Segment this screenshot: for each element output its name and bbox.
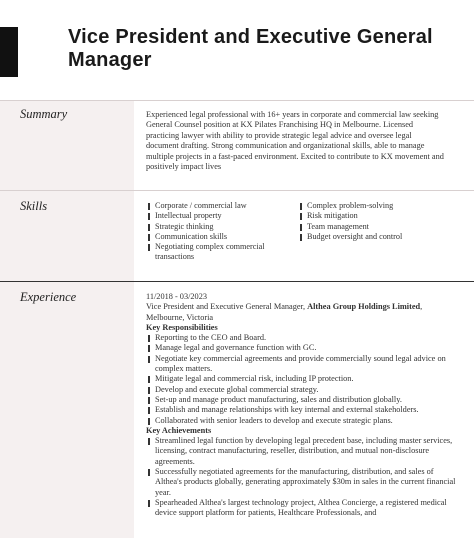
- responsibility-item: Develop and execute global commercial strategy.: [146, 385, 458, 395]
- summary-heading: Summary: [20, 107, 68, 121]
- skill-item: Risk mitigation: [298, 211, 458, 221]
- job-company: Althea Group Holdings Limited: [307, 302, 421, 312]
- responsibilities-heading: Key Responsibilities: [146, 322, 218, 332]
- skill-item: Corporate / commercial law: [146, 201, 296, 211]
- job-location: , Melbourne, Victoria: [146, 302, 423, 322]
- section-divider: [0, 190, 474, 191]
- skill-item: Budget oversight and control: [298, 232, 458, 242]
- responsibility-item: Negotiate key commercial agreements and provide commercially sound legal advice on complex matters.: [146, 354, 458, 375]
- header-accent-bar: [0, 27, 18, 77]
- skill-item: Strategic thinking: [146, 222, 296, 232]
- job-dates: 11/2018 - 03/2023: [146, 292, 207, 301]
- achievement-item: Spearheaded Althea's largest technology project, Althea Concierge, a registered medical device support platform for patients, Healthcare Professionals, and: [146, 498, 458, 519]
- job-title-line: [146, 302, 458, 323]
- skill-item: Intellectual property: [146, 211, 296, 221]
- responsibility-item: Establish and manage relationships with key internal and external stakeholders.: [146, 405, 458, 415]
- skills-column-left: [146, 201, 296, 263]
- skill-item: Complex problem-solving: [298, 201, 458, 211]
- responsibility-item: Set-up and manage product manufacturing, sales and distribution globally.: [146, 395, 458, 405]
- skill-item: Team management: [298, 222, 458, 232]
- section-divider: [0, 281, 474, 282]
- skills-column-right: [298, 201, 458, 242]
- summary-text: Experienced legal professional with 16+ years in corporate and commercial law seeking General Counsel position at KX Pilates Franchising HQ in Melbourne. Licensed practicing lawyer with ability to provide strategic legal advice and oversee legal document drafting. Strong communication and organizational skills, able to manage multiple projects in a fast-paced environment. Excited to contribute to KX movement and positively impact lives: [146, 110, 444, 172]
- responsibility-item: Mitigate legal and commercial risk, including IP protection.: [146, 374, 458, 384]
- skill-item: Negotiating complex commercial transactions: [146, 242, 296, 263]
- achievement-item: Streamlined legal function by developing legal precedent base, including master services, licensing, contract manufacturing, reseller, distribution, and mutual non-disclosure agreements.: [146, 436, 458, 467]
- experience-entry: [146, 292, 458, 519]
- responsibility-item: Manage legal and governance function with GC.: [146, 343, 458, 353]
- page-title: Vice President and Executive General Manager: [68, 26, 433, 71]
- job-role: Vice President and Executive General Manager,: [146, 302, 306, 312]
- skills-heading: Skills: [20, 199, 48, 213]
- experience-heading: Experience: [20, 290, 77, 304]
- section-divider: [0, 100, 474, 101]
- achievement-item: Successfully negotiated agreements for the manufacturing, distribution, and sales of Althea's products globally, generating approximately $30m in sales in the current financial year.: [146, 467, 458, 498]
- responsibility-item: Reporting to the CEO and Board.: [146, 333, 458, 343]
- section-label-column: [0, 100, 134, 538]
- responsibility-item: Collaborated with senior leaders to develop and execute strategic plans.: [146, 416, 458, 426]
- skill-item: Communication skills: [146, 232, 296, 242]
- achievements-heading: Key Achievements: [146, 425, 212, 435]
